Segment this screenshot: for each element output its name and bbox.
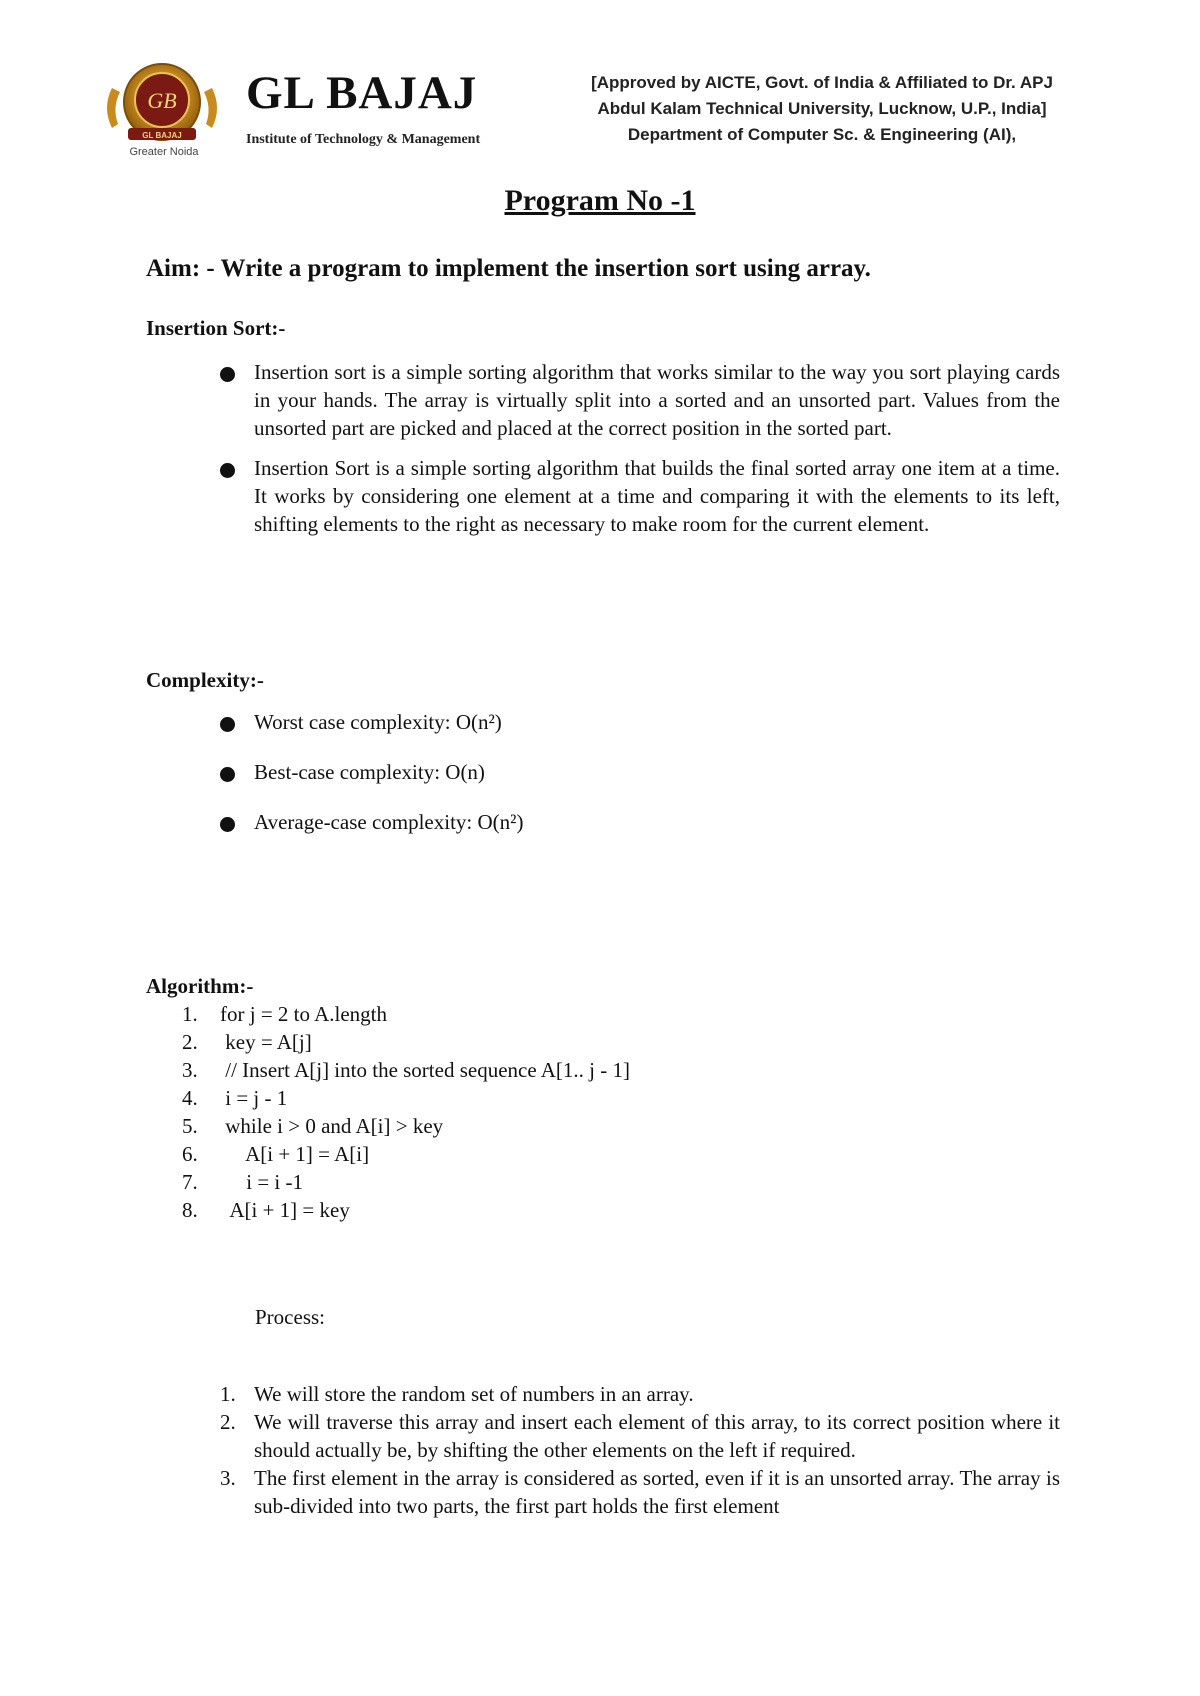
bullet-item: Insertion Sort is a simple sorting algorithm that builds the final sorted array one item at a time. It works by considering one element at a time and comparing it with the elements to its left, shifting elements to the right as necessary to make room for the current element. — [220, 454, 1060, 538]
approval-statement — [552, 70, 1092, 148]
complexity-item: Worst case complexity: O(n²) — [220, 708, 1060, 736]
algorithm-step: 7. i = i -1 — [182, 1170, 304, 1194]
algorithm-step: 6. A[i + 1] = A[i] — [182, 1142, 370, 1166]
algorithm-steps — [146, 1000, 630, 1224]
process-item: 3. The first element in the array is considered as sorted, even if it is an unsorted array. The array is sub-divided into two parts, the first part holds the first element — [220, 1466, 1060, 1518]
svg-text:GB: GB — [147, 88, 177, 113]
document-header — [0, 0, 1200, 170]
program-title: Program No -1 — [504, 184, 696, 217]
logo-text: GL BAJAJ — [142, 131, 182, 140]
bullet-item: Insertion sort is a simple sorting algorithm that works similar to the way you sort playing cards in your hands. The array is virtually split into a sorted and an unsorted part. Values from the unsorted part are picked and placed at the correct position in the sorted part. — [220, 358, 1060, 442]
process-item: 2. We will traverse this array and insert each element of this array, to its correct position where it should actually be, by shifting the other elements on the left if required. — [220, 1410, 1060, 1462]
complexity-heading: Complexity:- — [146, 668, 264, 692]
algorithm-step: 8. A[i + 1] = key — [182, 1198, 350, 1222]
algorithm-step: 4. i = j - 1 — [182, 1086, 288, 1110]
algorithm-step: 2. key = A[j] — [182, 1030, 312, 1054]
complexity-item: Average-case complexity: O(n²) — [220, 808, 1060, 836]
aim-statement: Aim: - Write a program to implement the insertion sort using array. — [146, 255, 871, 282]
department-line: Department of Computer Sc. & Engineering (AI), — [627, 125, 1017, 144]
brand-name: GL BAJAJ — [246, 67, 478, 119]
brand-subtitle: Institute of Technology & Management — [246, 132, 481, 147]
approval-line: [Approved by AICTE, Govt. of India & Affiliated to Dr. APJ — [591, 73, 1053, 92]
process-list — [220, 1380, 1060, 1520]
algorithm-step: 3. // Insert A[j] into the sorted sequence A[1.. j - 1] — [182, 1058, 630, 1082]
insertion-sort-heading: Insertion Sort:- — [146, 316, 286, 340]
algorithm-step: 5. while i > 0 and A[i] > key — [182, 1114, 444, 1138]
algorithm-heading: Algorithm:- — [146, 974, 254, 998]
logo-caption: Greater Noida — [129, 146, 199, 158]
process-label: Process: — [255, 1305, 325, 1329]
complexity-item: Best-case complexity: O(n) — [220, 758, 1060, 786]
approval-line: Abdul Kalam Technical University, Lucknow, U.P., India] — [597, 99, 1047, 118]
insertion-sort-bullets — [220, 358, 1060, 538]
algorithm-step: 1. for j = 2 to A.length — [182, 1002, 387, 1026]
process-item: 1. We will store the random set of numbers in an array. — [220, 1382, 694, 1406]
complexity-list — [220, 708, 1060, 836]
